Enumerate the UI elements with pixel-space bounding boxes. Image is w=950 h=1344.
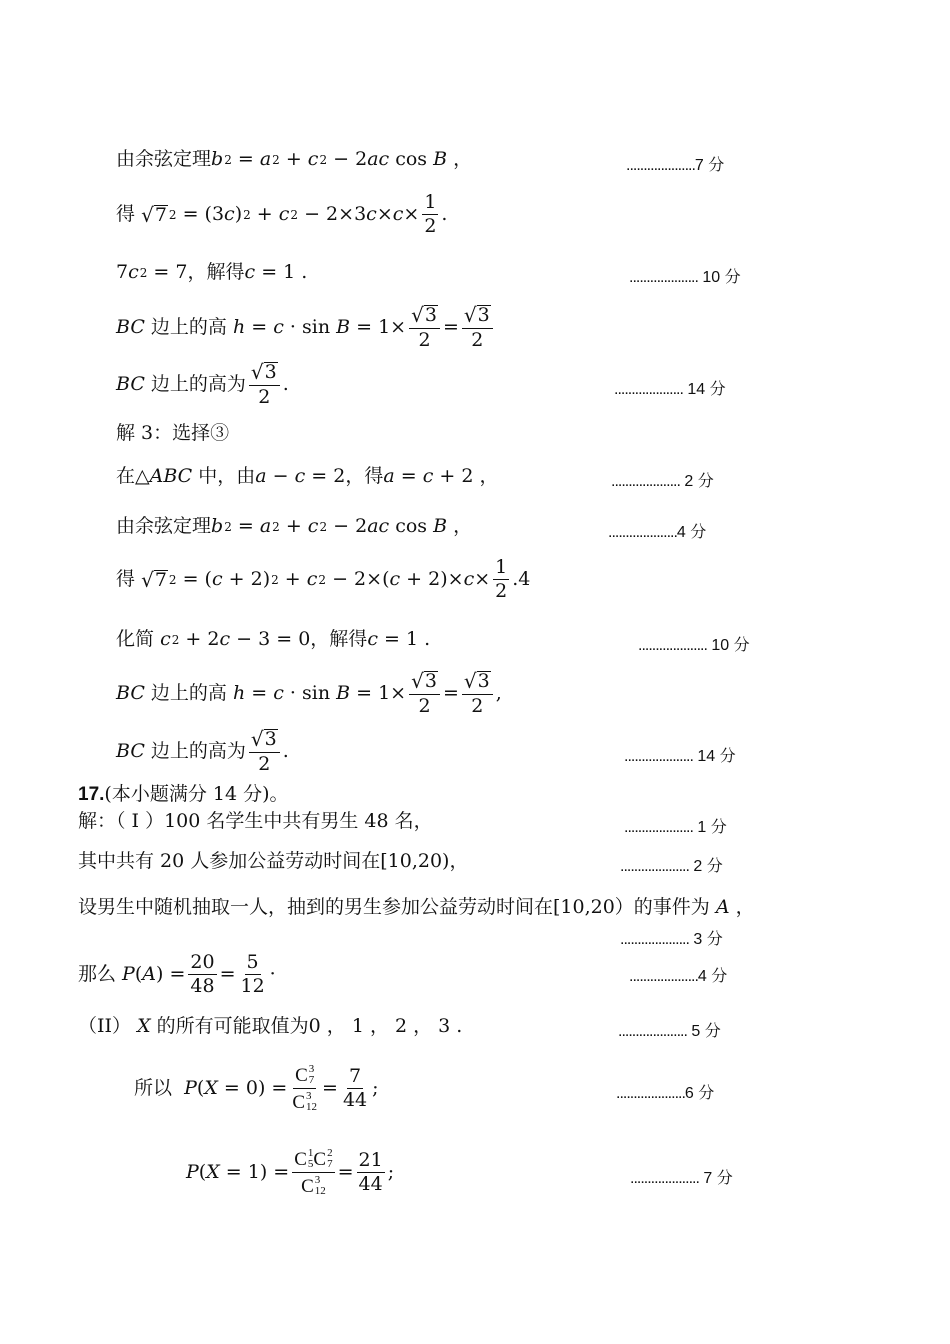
triangle-condition-line: 在 △ ABC 中，由 a − c = 2 ，得 a = c + 2 ，	[116, 465, 499, 487]
part2-values-line: （II） X 的所有可能取值为 0 ， 1 ， 2 ， 3 .	[78, 1015, 463, 1037]
event-definition-line: 设男生中随机抽取一人，抽到的男生参加公益劳动时间在[10,20）的事件为 A ，	[78, 896, 755, 918]
score-mark: .................... 7 分	[630, 1170, 733, 1187]
score-mark: ....................7 分	[626, 157, 725, 174]
score-mark: ....................4 分	[629, 968, 728, 985]
score-mark: ....................4 分	[608, 524, 707, 541]
p-x0-line: 所以 P ( X = 0) = C 3 7 C 3 12 = $\frac{7}{44}$ ;	[134, 1063, 379, 1113]
score-mark: ....................6 分	[616, 1085, 715, 1102]
substitution-line-2: 得 √ 7 2 = ( c + 2) 2 + c 2 − 2×( c + 2)× c × $\frac{1}{2}$ .4	[116, 556, 531, 602]
height-formula-line-2: BC 边上的高 h = c · sin B = 1× √ 3 2 = √ 3 2 ,	[116, 669, 502, 717]
score-mark: .................... 3 分	[620, 931, 723, 948]
score-mark: .................... 5 分	[618, 1023, 721, 1040]
score-mark: .................... 2 分	[620, 858, 723, 875]
question-17-heading: 17. (本小题满分 14 分)。	[78, 783, 289, 805]
text: 由余弦定理	[116, 148, 212, 170]
law-of-cosines-line-2: 由余弦定理 b 2 = a 2 + c 2 − 2 ac cos B ，	[116, 515, 473, 537]
solve-c-line: 7 c 2 = 7 ，解得 c = 1 .	[116, 261, 308, 283]
text: 得	[116, 203, 136, 225]
score-mark: .................... 10 分	[629, 269, 741, 286]
height-result-line-2: BC 边上的高为 √ 3 2 .	[116, 727, 289, 775]
score-mark: .................... 1 分	[624, 819, 727, 836]
p-x1-line: P ( X = 1) = C 1 5 C 2 7 C 3 12 = $\frac{21}{44}$ ;	[186, 1147, 395, 1197]
score-mark: .................... 2 分	[611, 473, 714, 490]
height-formula-line: BC 边上的高 h = c · sin B = 1× √ 3 2 = √ 3 2	[116, 305, 496, 350]
height-result-line: BC 边上的高为 √ 3 2 .	[116, 360, 289, 408]
part1-line-2: 其中共有 20 人参加公益劳动时间在[10,20)，	[78, 850, 469, 872]
score-mark: .................... 14 分	[614, 381, 726, 398]
probability-a-line: 那么 P ( A ) = $\frac{20}{48}$ = $\frac{5}{12}$ ·	[78, 951, 276, 997]
part1-line: 解：（ I ）100 名学生中共有男生 48 名，	[78, 810, 433, 832]
substitution-line: 得 √ 7 2 = (3 c ) 2 + c 2 − 2×3 c × c × $\frac{1}{2}$ .	[116, 191, 448, 237]
score-mark: .................... 10 分	[638, 637, 750, 654]
score-mark: .................... 14 分	[624, 748, 736, 765]
law-of-cosines-line: 由余弦定理 b 2 = a 2 + c 2 − 2 ac cos B ，	[116, 148, 473, 170]
simplify-line: 化简 c 2 + 2 c − 3 = 0 ，解得 c = 1 .	[116, 628, 431, 650]
solution3-heading: 解 3：选择③	[116, 422, 230, 444]
